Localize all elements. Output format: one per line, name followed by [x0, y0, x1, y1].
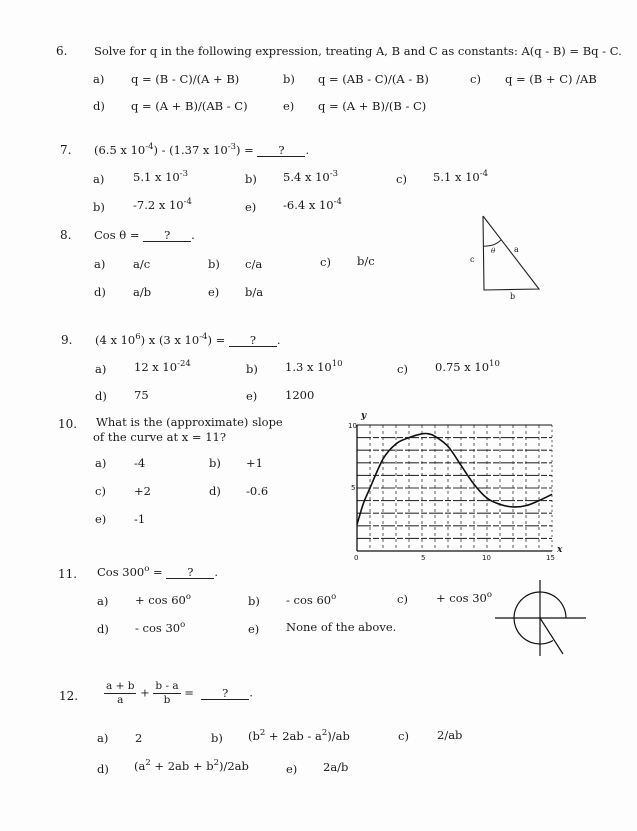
option-text: + cos 60 — [135, 593, 186, 607]
q12-option-a-label: a) — [97, 731, 109, 745]
q8-option-d-label: d) — [94, 285, 106, 299]
q10-option-e[interactable]: -1 — [134, 512, 146, 526]
fraction-2 — [153, 680, 180, 707]
question-10-prompt-line1: What is the (approximate) slope — [96, 415, 283, 429]
triangle-side-b-label: b — [510, 292, 516, 301]
x-tick-5: 5 — [421, 554, 426, 562]
option-mantissa: 5.1 x 10 — [433, 170, 480, 184]
q8-option-d[interactable]: a/b — [133, 285, 152, 299]
q6-option-c[interactable]: q = (B + C) /AB — [505, 72, 597, 86]
fraction-1-denominator: a — [117, 694, 124, 706]
option-exponent: -4 — [183, 197, 192, 207]
question-9-number: 9. — [61, 333, 73, 347]
q7-prompt-part: ) - (1.37 x 10 — [153, 143, 228, 157]
plus-sign: + — [140, 685, 150, 700]
q9-prompt-part: ) x (3 x 10 — [140, 333, 200, 347]
degree-symbol: o — [144, 564, 150, 574]
q7-option-b-label: b) — [245, 172, 257, 186]
q11-option-e[interactable]: None of the above. — [286, 620, 397, 634]
q6-option-c-label: c) — [470, 72, 481, 86]
option-exponent: -24 — [177, 359, 191, 369]
option-text: - cos 30 — [135, 621, 181, 635]
q12-option-d-label: d) — [97, 762, 109, 776]
q11-option-e-label: e) — [248, 622, 260, 636]
option-text: (b — [248, 729, 260, 743]
q7-option-a-label: a) — [93, 172, 105, 186]
q9-option-b-label: b) — [246, 362, 258, 376]
q9-prompt-period: . — [276, 333, 281, 347]
option-exponent: 2 — [259, 728, 266, 738]
q7-prompt-exponent: -4 — [145, 142, 154, 152]
q8-prompt-period: . — [191, 228, 195, 242]
q9-option-a-label: a) — [95, 362, 107, 376]
y-tick-10: 10 — [348, 422, 357, 430]
q12-option-e-label: e) — [286, 762, 298, 776]
answer-blank: ? — [201, 688, 249, 700]
answer-blank: ? — [257, 145, 305, 157]
q6-option-a-label: a) — [93, 72, 105, 86]
q8-option-b-label: b) — [208, 257, 220, 271]
option-mantissa: -6.4 x 10 — [283, 198, 334, 212]
q9-option-c-label: c) — [397, 362, 408, 376]
answer-blank: ? — [166, 567, 214, 579]
option-exponent: -3 — [329, 169, 338, 179]
q8-option-c-label: c) — [320, 255, 331, 269]
option-text: + 2ab - a — [265, 729, 322, 743]
question-11-number: 11. — [58, 567, 78, 581]
q7-prompt-part: (6.5 x 10 — [94, 143, 146, 157]
q10-option-b[interactable]: +1 — [246, 456, 263, 470]
q6-option-a[interactable]: q = (B - C)/(A + B) — [131, 72, 240, 86]
option-exponent: 2 — [145, 758, 151, 768]
q12-prompt-period: . — [249, 685, 253, 700]
question-7-number: 7. — [60, 143, 72, 157]
option-exponent: -4 — [333, 197, 342, 207]
answer-blank: ? — [143, 230, 191, 242]
option-exponent: -4 — [479, 169, 488, 179]
q12-option-c-label: c) — [398, 729, 409, 743]
fraction-1-numerator: a + b — [106, 680, 135, 692]
q8-option-a-label: a) — [94, 257, 106, 271]
q9-prompt-exponent: 6 — [135, 332, 141, 342]
answer-blank: ? — [229, 335, 277, 347]
option-exponent: 2 — [213, 758, 219, 768]
q8-option-e[interactable]: b/a — [245, 285, 264, 299]
q11-option-b-label: b) — [248, 594, 260, 608]
q11-prompt-part: Cos 300 — [97, 565, 145, 579]
fraction-2-denominator: b — [163, 694, 171, 706]
q9-option-d-label: d) — [95, 389, 107, 403]
q10-option-e-label: e) — [95, 512, 107, 526]
q9-prompt-exponent: -4 — [199, 332, 208, 342]
degree-symbol: o — [331, 592, 337, 602]
x-tick-0: 0 — [354, 554, 359, 562]
q11-option-d-label: d) — [97, 622, 109, 636]
question-12-prompt — [104, 680, 253, 707]
y-axis-label: y — [361, 411, 367, 421]
equals-sign: = — [184, 685, 194, 700]
option-text: )/2ab — [218, 759, 249, 773]
q11-prompt-period: . — [214, 565, 218, 579]
option-text: - cos 60 — [286, 593, 332, 607]
q10-option-a[interactable]: -4 — [134, 456, 146, 470]
fraction-2-numerator: b - a — [155, 680, 179, 692]
q7-option-d-label: b) — [93, 200, 105, 214]
q8-option-a[interactable]: a/c — [133, 257, 151, 271]
q12-option-a[interactable]: 2 — [135, 731, 143, 745]
degree-symbol: o — [180, 620, 186, 630]
q6-option-d-label: d) — [93, 99, 105, 113]
q6-option-e[interactable]: q = (A + B)/(B - C) — [318, 99, 427, 113]
q6-option-d[interactable]: q = (A + B)/(AB - C) — [131, 99, 248, 113]
q10-option-d[interactable]: -0.6 — [246, 484, 269, 498]
question-6-number: 6. — [56, 44, 68, 58]
q10-option-b-label: b) — [209, 456, 221, 470]
q6-option-b[interactable]: q = (AB - C)/(A - B) — [318, 72, 429, 86]
q8-prompt-part: Cos θ = — [94, 228, 144, 242]
x-tick-10: 10 — [482, 554, 491, 562]
q10-option-c-label: c) — [95, 484, 106, 498]
q12-option-d[interactable] — [134, 759, 249, 773]
q6-option-e-label: e) — [283, 99, 295, 113]
option-exponent: -3 — [179, 169, 188, 179]
question-6-prompt: Solve for q in the following expression, treating A, B and C as constants: A(q - B) = Bq - C. — [94, 44, 622, 58]
option-mantissa: 5.1 x 10 — [133, 170, 180, 184]
q6-option-b-label: b) — [283, 72, 295, 86]
option-text: + 2ab + b — [150, 759, 214, 773]
q11-prompt-part: = — [149, 565, 167, 579]
option-text: )/ab — [327, 729, 350, 743]
option-text: (a — [134, 759, 146, 773]
option-mantissa: 12 x 10 — [134, 360, 178, 374]
q12-option-e[interactable]: 2a/b — [323, 760, 349, 774]
question-8-number: 8. — [60, 228, 72, 242]
y-tick-5: 5 — [351, 484, 356, 492]
q9-prompt-part: (4 x 10 — [95, 333, 136, 347]
q9-prompt-part: ) = — [207, 333, 229, 347]
degree-symbol: o — [486, 590, 492, 600]
question-12-number: 12. — [59, 689, 79, 703]
q12-option-b[interactable] — [248, 729, 350, 743]
option-text: + cos 30 — [436, 591, 487, 605]
option-exponent: 2 — [321, 728, 328, 738]
option-exponent: 10 — [489, 359, 500, 369]
q11-option-c-label: c) — [397, 592, 408, 606]
triangle-angle-label: θ — [491, 247, 496, 255]
option-exponent: 10 — [331, 359, 343, 369]
triangle-side-a-label: a — [514, 245, 519, 254]
question-10-prompt-line2: of the curve at x = 11? — [93, 430, 226, 444]
triangle-side-c-label: c — [470, 255, 475, 264]
x-axis-label: x — [557, 545, 563, 555]
q10-option-d-label: d) — [209, 484, 221, 498]
q8-option-e-label: e) — [208, 285, 220, 299]
q9-option-d[interactable]: 75 — [134, 388, 149, 402]
q7-prompt-part: ) = — [236, 143, 258, 157]
q7-option-c-label: c) — [396, 172, 407, 186]
q10-option-c[interactable]: +2 — [134, 484, 151, 498]
option-mantissa: -7.2 x 10 — [133, 198, 184, 212]
question-10-number: 10. — [58, 417, 78, 431]
degree-symbol: o — [185, 592, 191, 602]
q7-prompt-exponent: -3 — [227, 142, 236, 152]
x-tick-15: 15 — [546, 554, 555, 562]
q10-option-a-label: a) — [95, 456, 107, 470]
q11-option-a-label: a) — [97, 594, 109, 608]
q7-prompt-period: . — [305, 143, 310, 157]
option-mantissa: 1.3 x 10 — [285, 360, 332, 374]
q12-option-c[interactable]: 2/ab — [437, 728, 463, 742]
q8-option-c[interactable]: b/c — [357, 254, 375, 268]
option-mantissa: 5.4 x 10 — [283, 170, 330, 184]
option-mantissa: 0.75 x 10 — [435, 360, 490, 374]
q9-option-e[interactable]: 1200 — [285, 388, 315, 402]
q12-option-b-label: b) — [211, 731, 223, 745]
q9-option-e-label: e) — [246, 389, 258, 403]
q8-option-b[interactable]: c/a — [245, 257, 263, 271]
fraction-1 — [104, 680, 136, 707]
q7-option-e-label: e) — [245, 200, 257, 214]
